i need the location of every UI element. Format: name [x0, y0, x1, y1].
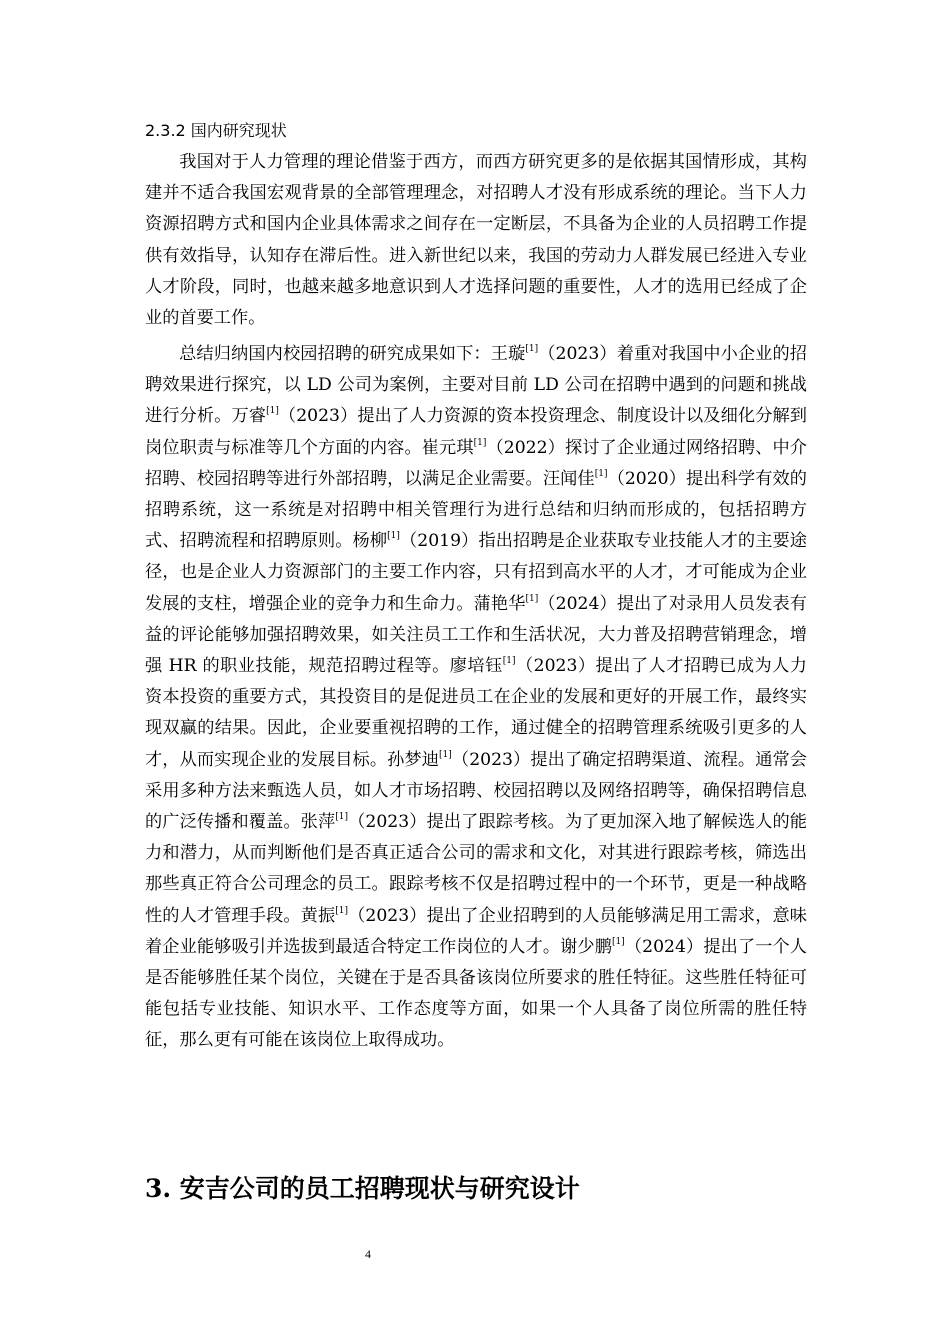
- paragraph-2-text-run: （2023）提出了人力资源的资本投资理念、制度设计以及细化分解到岗位职责与标准等几个方面的内容。崔元琪: [145, 406, 807, 458]
- paragraph-2-text-run: （2024）提出了一个人是否能够胜任某个岗位，关键在于是否具备该岗位所要求的胜任特征。这些胜任特征可能包括专业技能、知识水平、工作态度等方面，如果一个人具备了岗位所需的胜任特征，那么更有可能在该岗位上取得成功。: [145, 936, 807, 1051]
- paragraph-2-text-run: （2023）提出了企业招聘到的人员能够满足用工需求，意味着企业能够吸引并选拔到最适合特定工作岗位的人才。谢少鹏: [145, 905, 807, 957]
- citation-marker: [1]: [473, 437, 487, 448]
- paragraph-domestic-overview: [145, 147, 807, 334]
- citation-marker: [1]: [387, 531, 400, 542]
- paragraph-2-text-run: （2023）着重对我国中小企业的招聘效果进行探究，以 LD 公司为案例，主要对目前 LD 公司在招聘中遇到的问题和挑战进行分析。万睿: [145, 344, 807, 427]
- paragraph-2-text-run: 总结归纳国内校园招聘的研究成果如下：王璇: [179, 344, 526, 364]
- paragraph-1-text: 我国对于人力管理的理论借鉴于西方，而西方研究更多的是依据其国情形成，其构建并不适合我国宏观背景的全部管理理念，对招聘人才没有形成系统的理论。当下人力资源招聘方式和国内企业具体需求之间存在一定断层，不具备为企业的人员招聘工作提供有效指导，认知存在滞后性。进入新世纪以来，我国的劳动力人群发展已经进入专业人才阶段，同时，也越来越多地意识到人才选择问题的重要性，人才的选用已经成了企业的首要工作。: [145, 152, 807, 329]
- paragraph-2-text-run: （2023）提出了人才招聘已成为人力资本投资的重要方式，其投资目的是促进员工在企业的发展和更好的开展工作，最终实现双赢的结果。因此，企业要重视招聘的工作，通过健全的招聘管理系统吸引更多的人才，从而实现企业的发展目标。孙梦迪: [145, 656, 807, 770]
- page-number: 4: [365, 1247, 371, 1261]
- chapter-heading: 3. 安吉公司的员工招聘现状与研究设计: [145, 1174, 580, 1203]
- citation-marker: [1]: [502, 656, 516, 667]
- paragraph-2-text-run: （2023）提出了跟踪考核。为了更加深入地了解候选人的能力和潜力，从而判断他们是否真正适合公司的需求和文化，对其进行跟踪考核，筛选出那些真正符合公司理念的员工。跟踪考核不仅是招聘过程中的一个环节，更是一种战略性的人才管理手段。黄振: [145, 812, 807, 926]
- paragraph-2-text-run: （2023）提出了确定招聘渠道、流程。通常会采用多种方法来甄选人员，如人才市场招聘、校园招聘以及网络招聘等，确保招聘信息的广泛传播和覆盖。张萍: [145, 749, 807, 833]
- citation-marker: [1]: [612, 936, 625, 947]
- citation-marker: [1]: [335, 905, 349, 916]
- citation-marker: [1]: [594, 468, 608, 479]
- citation-marker: [1]: [525, 344, 539, 354]
- paragraph-2-text-run: （2024）提出了对录用人员发表有益的评论能够加强招聘效果，如关注员工工作和生活状况，大力普及招聘营销理念，增强 HR 的职业技能，规范招聘过程等。廖培钰: [145, 593, 807, 677]
- citation-marker: [1]: [525, 593, 539, 604]
- section-heading: 2.3.2 国内研究现状: [145, 121, 287, 140]
- citation-marker: [1]: [335, 812, 349, 823]
- paragraph-2-text-run: （2020）提出科学有效的招聘系统，这一系统是对招聘中相关管理行为进行总结和归纳而形成的，包括招聘方式、招聘流程和招聘原则。杨柳: [145, 468, 807, 552]
- paragraph-literature-summary: [145, 339, 807, 1057]
- paragraph-2-text-run: （2022）探讨了企业通过网络招聘、中介招聘、校园招聘等进行外部招聘，以满足企业需要。汪闻佳: [145, 437, 807, 489]
- paragraph-2-text-run: （2019）指出招聘是企业获取专业技能人才的主要途径，也是企业人力资源部门的主要工作内容，只有招到高水平的人才，才可能成为企业发展的支柱，增强企业的竞争力和生命力。蒲艳华: [145, 531, 807, 614]
- citation-marker: [1]: [266, 406, 279, 417]
- citation-marker: [1]: [439, 749, 452, 760]
